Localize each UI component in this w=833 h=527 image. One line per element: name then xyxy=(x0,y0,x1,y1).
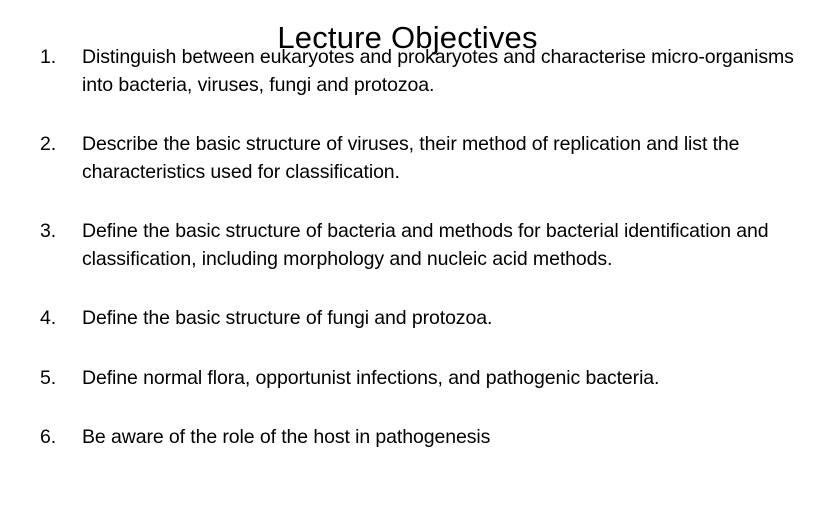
objective-item xyxy=(40,218,820,273)
objective-number: 5. xyxy=(40,366,57,389)
objective-text: Be aware of the role of the host in pathogenesis xyxy=(82,426,491,448)
objective-item xyxy=(40,424,820,452)
objective-item xyxy=(40,131,820,186)
slide-title: Lecture Objectives xyxy=(277,19,538,55)
objective-number: 3. xyxy=(40,220,57,242)
objective-number: 4. xyxy=(40,307,57,329)
objective-item xyxy=(40,44,820,99)
objective-number: 1. xyxy=(40,46,57,68)
objectives-list xyxy=(40,44,820,452)
objective-text: Define normal flora, opportunist infections, and pathogenic bacteria. xyxy=(82,366,660,389)
objective-number: 2. xyxy=(40,133,57,155)
objective-text: Define the basic structure of bacteria and methods for bacterial identification and classification, including morphology and nucleic acid methods. xyxy=(82,220,769,270)
objective-text: Define the basic structure of fungi and protozoa. xyxy=(82,307,493,329)
objective-item xyxy=(40,365,820,393)
objective-text: Distinguish between eukaryotes and prokaryotes and characterise micro-organisms into bacteria, viruses, fungi and protozoa. xyxy=(82,46,794,96)
objective-item xyxy=(40,305,820,333)
objective-number: 6. xyxy=(40,426,57,448)
objective-text: Describe the basic structure of viruses, their method of replication and list the characteristics used for classification. xyxy=(82,133,740,183)
